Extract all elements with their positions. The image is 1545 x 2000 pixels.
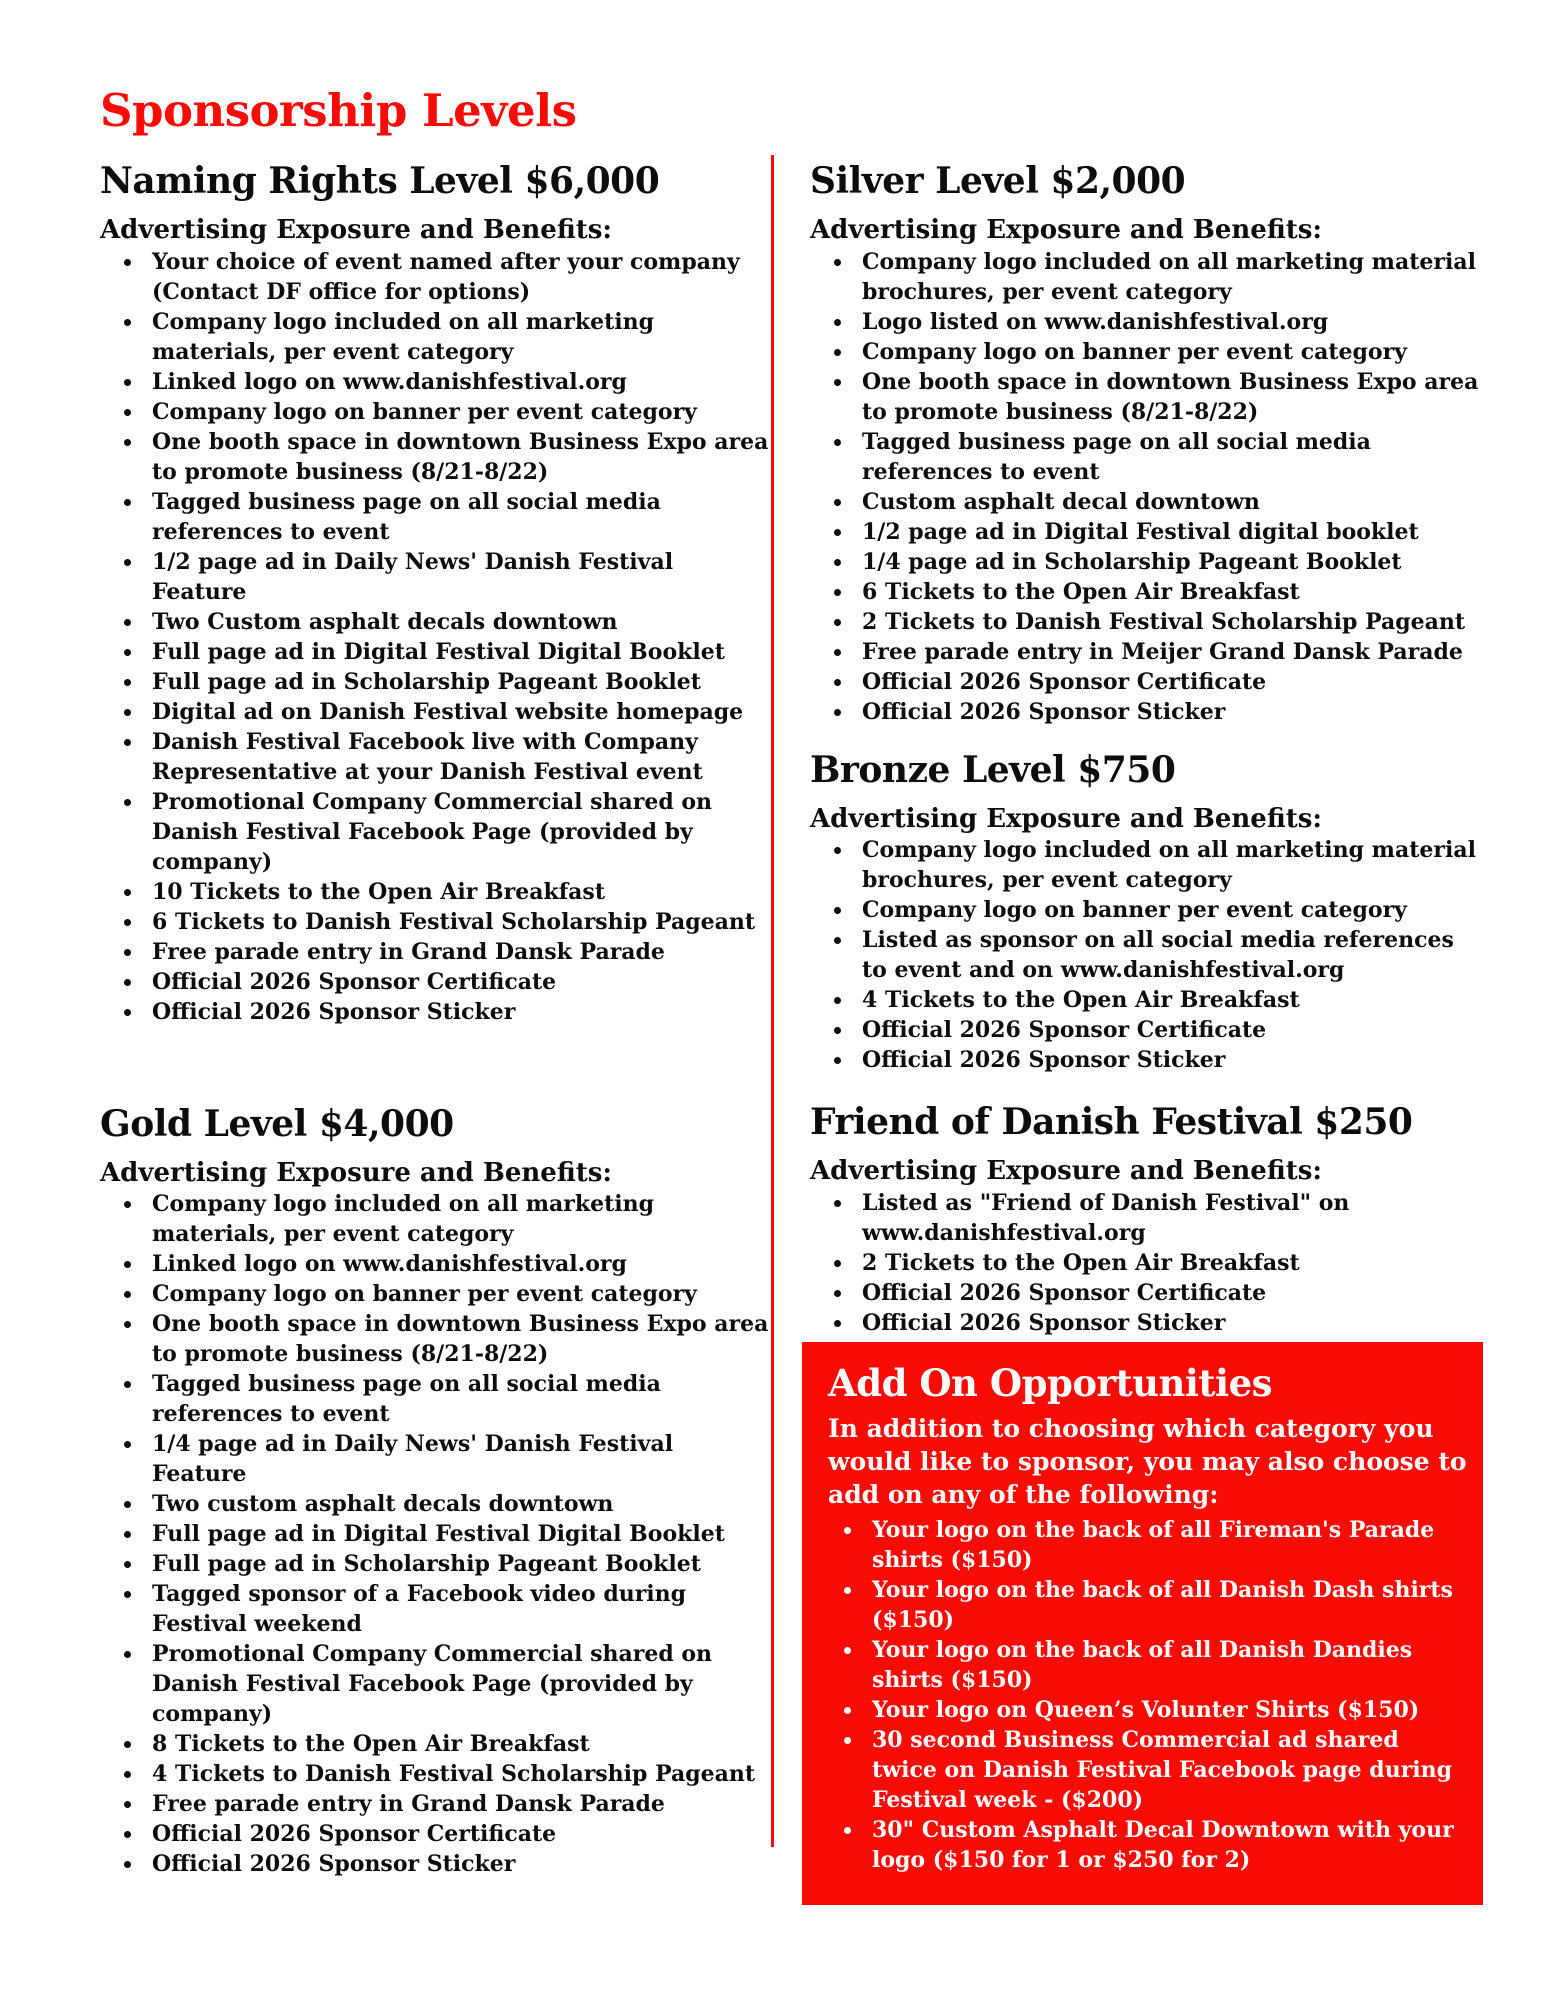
benefit-item: • 6 Tickets to Danish Festival Scholarship Pageant <box>144 907 770 937</box>
benefit-item: • Full page ad in Scholarship Pageant Booklet <box>144 1549 770 1579</box>
benefit-item: • Linked logo on www.danishfestival.org <box>144 367 770 397</box>
gold-heading: Gold Level $4,000 <box>100 1102 454 1145</box>
benefit-item: • 8 Tickets to the Open Air Breakfast <box>144 1729 770 1759</box>
benefit-item: • Free parade entry in Grand Dansk Parade <box>144 937 770 967</box>
section-bronze <box>810 749 1482 1076</box>
benefit-item: • 30 second Business Commercial ad shared twice on Danish Festival Facebook page during Festival week - ($200) <box>864 1725 1469 1815</box>
benefit-item: • Official 2026 Sponsor Certificate <box>144 1819 770 1849</box>
benefit-item: • Tagged sponsor of a Facebook video during Festival weekend <box>144 1579 770 1639</box>
benefit-item: • 30" Custom Asphalt Decal Downtown with your logo ($150 for 1 or $250 for 2) <box>864 1815 1469 1875</box>
benefit-item: • Company logo included on all marketing materials, per event category <box>144 307 770 367</box>
benefit-item: • Company logo included on all marketing materials, per event category <box>144 1189 770 1249</box>
benefit-item: • Company logo on banner per event category <box>144 1279 770 1309</box>
left-column <box>100 160 770 1879</box>
benefit-item: • One booth space in downtown Business Expo area to promote business (8/21-8/22) <box>854 367 1482 427</box>
benefit-item: • 1/4 page ad in Scholarship Pageant Booklet <box>854 547 1482 577</box>
benefit-item: • Company logo on banner per event category <box>144 397 770 427</box>
benefit-item: • Official 2026 Sponsor Certificate <box>854 1015 1482 1045</box>
benefit-item: • Official 2026 Sponsor Sticker <box>854 1308 1482 1338</box>
benefit-item: • Your choice of event named after your company (Contact DF office for options) <box>144 247 770 307</box>
silver-heading: Silver Level $2,000 <box>810 160 1186 202</box>
benefit-item: • Logo listed on www.danishfestival.org <box>854 307 1482 337</box>
benefits-label: Advertising Exposure and Benefits: <box>810 803 1323 834</box>
benefit-item: • 10 Tickets to the Open Air Breakfast <box>144 877 770 907</box>
benefit-item: • Company logo on banner per event category <box>854 337 1482 367</box>
friend-heading: Friend of Danish Festival $250 <box>810 1101 1413 1144</box>
benefits-label: Advertising Exposure and Benefits: <box>810 1156 1323 1187</box>
benefit-item: • One booth space in downtown Business Expo area to promote business (8/21-8/22) <box>144 1309 770 1369</box>
silver-benefits-list <box>810 247 1482 727</box>
benefit-item: • 1/2 page ad in Digital Festival digital booklet <box>854 517 1482 547</box>
benefit-item: • 2 Tickets to Danish Festival Scholarship Pageant <box>854 607 1482 637</box>
column-divider-line <box>771 155 774 1847</box>
benefit-item: • Official 2026 Sponsor Sticker <box>144 997 770 1027</box>
benefit-item: • Your logo on the back of all Fireman's Parade shirts ($150) <box>864 1515 1469 1575</box>
benefit-item: • Free parade entry in Grand Dansk Parade <box>144 1789 770 1819</box>
benefit-item: • Official 2026 Sponsor Sticker <box>144 1849 770 1879</box>
benefit-item: • Official 2026 Sponsor Certificate <box>144 967 770 997</box>
bronze-benefits-list <box>810 835 1482 1075</box>
addon-intro-text: In addition to choosing which category you would like to sponsor, you may also choose to add on any of the following: <box>828 1414 1467 1510</box>
naming-rights-benefits-list <box>100 247 770 1027</box>
benefit-item: • Official 2026 Sponsor Sticker <box>854 697 1482 727</box>
benefit-item: • Official 2026 Sponsor Certificate <box>854 667 1482 697</box>
benefit-item: • Tagged business page on all social media references to event <box>144 487 770 547</box>
benefit-item: • 1/4 page ad in Daily News' Danish Festival Feature <box>144 1429 770 1489</box>
benefit-item: • Company logo on banner per event category <box>854 895 1482 925</box>
benefit-item: • 4 Tickets to the Open Air Breakfast <box>854 985 1482 1015</box>
benefit-item: • Tagged business page on all social media references to event <box>144 1369 770 1429</box>
benefit-item: • Company logo included on all marketing material brochures, per event category <box>854 835 1482 895</box>
benefit-item: • Official 2026 Sponsor Certificate <box>854 1278 1482 1308</box>
benefit-item: • Linked logo on www.danishfestival.org <box>144 1249 770 1279</box>
benefit-item: • One booth space in downtown Business Expo area to promote business (8/21-8/22) <box>144 427 770 487</box>
section-friend <box>810 1101 1482 1338</box>
benefit-item: • Tagged business page on all social media references to event <box>854 427 1482 487</box>
benefit-item: • Official 2026 Sponsor Sticker <box>854 1045 1482 1075</box>
benefit-item: • Full page ad in Digital Festival Digital Booklet <box>144 637 770 667</box>
benefit-item: • 6 Tickets to the Open Air Breakfast <box>854 577 1482 607</box>
benefit-item: • Danish Festival Facebook live with Company Representative at your Danish Festival event <box>144 727 770 787</box>
benefits-label: Advertising Exposure and Benefits: <box>810 215 1323 246</box>
benefit-item: • Promotional Company Commercial shared on Danish Festival Facebook Page (provided by company) <box>144 1639 770 1729</box>
benefit-item: • Company logo included on all marketing material brochures, per event category <box>854 247 1482 307</box>
benefit-item: • Full page ad in Scholarship Pageant Booklet <box>144 667 770 697</box>
friend-benefits-list <box>810 1188 1482 1338</box>
benefits-label: Advertising Exposure and Benefits: <box>100 215 613 246</box>
section-gold <box>100 1103 770 1880</box>
benefit-item: • Listed as sponsor on all social media references to event and on www.danishfestival.org <box>854 925 1482 985</box>
benefit-item: • 4 Tickets to Danish Festival Scholarship Pageant <box>144 1759 770 1789</box>
gold-benefits-list <box>100 1189 770 1879</box>
benefit-item: • Full page ad in Digital Festival Digital Booklet <box>144 1519 770 1549</box>
benefit-item: • Free parade entry in Meijer Grand Dansk Parade <box>854 637 1482 667</box>
benefits-label: Advertising Exposure and Benefits: <box>100 1157 613 1188</box>
page-title: Sponsorship Levels <box>100 84 577 137</box>
addon-items-list <box>828 1515 1469 1875</box>
benefit-item: • Your logo on Queen’s Volunter Shirts ($150) <box>864 1695 1469 1725</box>
benefit-item: • Custom asphalt decal downtown <box>854 487 1482 517</box>
section-silver <box>810 160 1482 727</box>
benefit-item: • 2 Tickets to the Open Air Breakfast <box>854 1248 1482 1278</box>
addon-opportunities-box <box>802 1342 1483 1906</box>
naming-rights-heading: Naming Rights Level $6,000 <box>100 160 660 202</box>
benefit-item: • Two custom asphalt decals downtown <box>144 1489 770 1519</box>
bronze-heading: Bronze Level $750 <box>810 748 1176 791</box>
benefit-item: • Digital ad on Danish Festival website homepage <box>144 697 770 727</box>
benefit-item: • 1/2 page ad in Daily News' Danish Festival Feature <box>144 547 770 607</box>
benefit-item: • Promotional Company Commercial shared on Danish Festival Facebook Page (provided by company) <box>144 787 770 877</box>
section-naming-rights <box>100 160 770 1027</box>
benefit-item: • Your logo on the back of all Danish Dandies shirts ($150) <box>864 1635 1469 1695</box>
addon-heading: Add On Opportunities <box>828 1360 1272 1405</box>
benefit-item: • Two Custom asphalt decals downtown <box>144 607 770 637</box>
benefit-item: • Listed as "Friend of Danish Festival" on www.danishfestival.org <box>854 1188 1482 1248</box>
benefit-item: • Your logo on the back of all Danish Dash shirts ($150) <box>864 1575 1469 1635</box>
right-column <box>810 160 1482 1905</box>
